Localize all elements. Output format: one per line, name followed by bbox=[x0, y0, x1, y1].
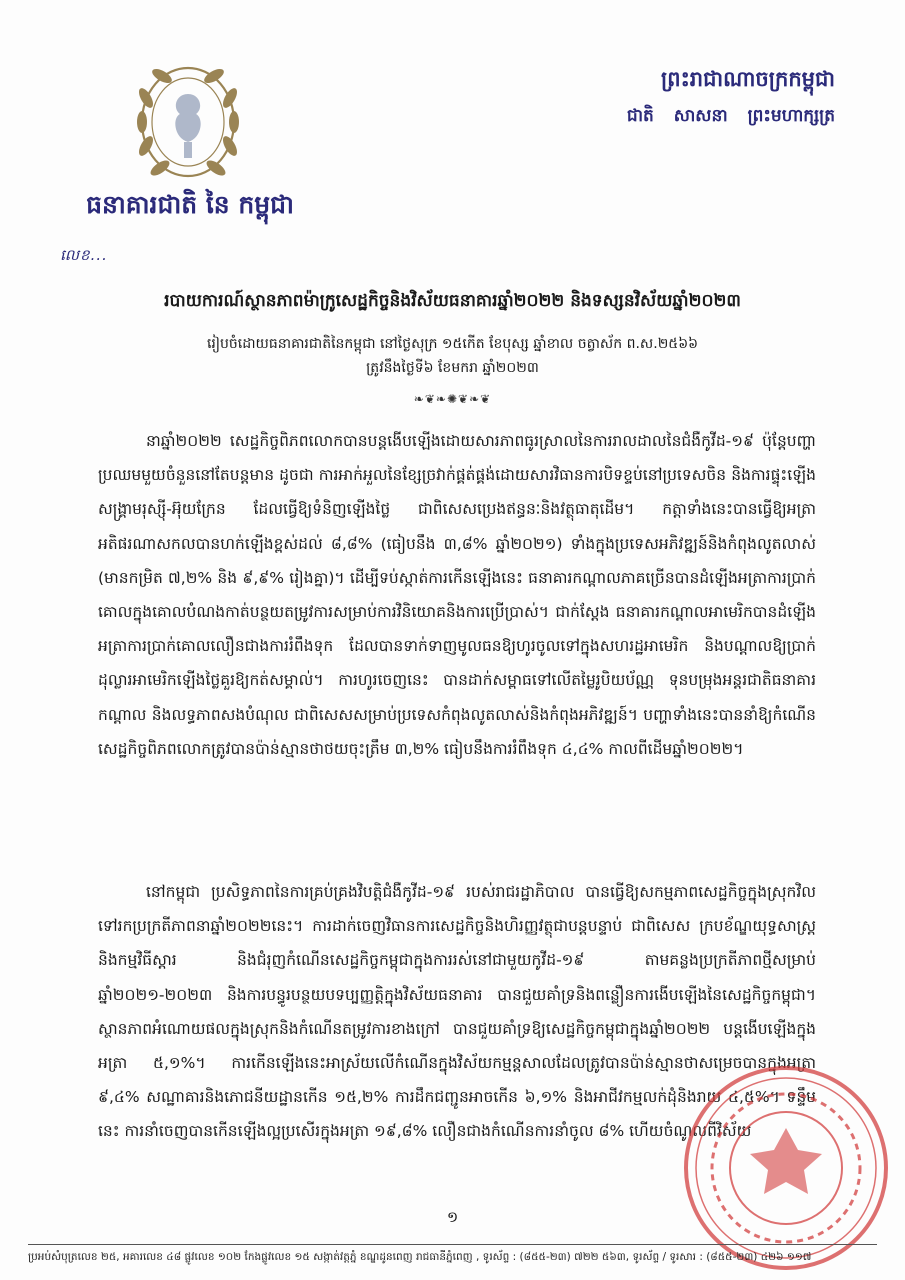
page-number: ១ bbox=[446, 1208, 459, 1226]
document-subtitle bbox=[0, 332, 905, 380]
kingdom-name: ព្រះរាជាណាចក្រកម្ពុជា bbox=[660, 66, 835, 91]
subtitle-line-2: ត្រូវនឹងថ្ងៃទី៦ ខែមករា ឆ្នាំ២០២៣ bbox=[366, 360, 539, 376]
footer-address: ប្រអប់សំបុត្រលេខ ២៥, អគារលេខ ៤៨ ផ្លូវលេខ ១០២ កែងផ្លូវលេខ ១៥ សង្កាត់វត្តភ្នំ ខណ្ឌដូនពេញ រាជធានីភ្នំពេញ , ទូរស័ព្ទ : (៨៥៥-២៣) ៧២២ ៥៦៣, ទូរស័ព្ទ / ទូរសារ : (៨៥៥-២៣) ៤២៦ ១១៧ bbox=[28, 1244, 877, 1271]
body-paragraph-2: នៅកម្ពុជា ប្រសិទ្ធភាពនៃការគ្រប់គ្រងវិបត្តិជំងឺកូវីដ-១៩ របស់រាជរដ្ឋាភិបាល បានធ្វើឱ្យសកម្មភាពសេដ្ឋកិច្ចក្នុងស្រុកវិលទៅរកប្រក្រតីភាពនាឆ្នាំ២០២២នេះ។ ការដាក់ចេញវិធានការសេដ្ឋកិច្ចនិងហិរញ្ញវត្ថុជាបន្តបន្ទាប់ ជាពិសេស ក្របខ័ណ្ឌយុទ្ធសាស្ត្រនិងកម្មវិធីស្តារ និងជំរុញកំណើនសេដ្ឋកិច្ចកម្ពុជាក្នុងការរស់នៅជាមួយកូវីដ-១៩ តាមគន្លងប្រក្រតីភាពថ្មីសម្រាប់ឆ្នាំ២០២១-២០២៣ និងការបន្ធូរបន្ថយបទប្បញ្ញត្តិក្នុងវិស័យធនាគារ បានជួយគាំទ្រនិងពន្លឿនការងើបឡើងនៃសេដ្ឋកិច្ចកម្ពុជា។ ស្ថានភាពអំណោយផលក្នុងស្រុកនិងកំណើនតម្រូវការខាងក្រៅ បានជួយគាំទ្រឱ្យសេដ្ឋកិច្ចកម្ពុជាក្នុងឆ្នាំ២០២២ បន្តងើបឡើងក្នុងអត្រា ៥,១%។ ការកើនឡើងនេះអាស្រ័យលើកំណើនក្នុងវិស័យកម្មន្តសាលដែលត្រូវបានប៉ាន់ស្មានថាសម្រេចបានក្នុងអត្រា ៩,៤% សណ្ឋាគារនិងភោជនីយដ្ឋានកើន ១៥,២% ការដឹកជញ្ជូនអាចកើន ៦,១% និងអាជីវកម្មលក់ដុំនិងរាយ ៤,៥%។ ទន្ទឹមនេះ ការនាំចេញបានកើនឡើងល្អប្រសើរក្នុងអត្រា ១៩,៨% លឿនជាងកំណើនការនាំចូល ៨% ហើយចំណូលពីវិស័យ bbox=[98, 883, 816, 1141]
subtitle-line-1: រៀបចំដោយធនាគារជាតិនៃកម្ពុជា នៅថ្ងៃសុក្រ ១៥កើត ខែបុស្ស ឆ្នាំខាល ចត្វាស័ក ព.ស.២៥៦៦ bbox=[206, 336, 699, 352]
ornament-divider: ❧❦❧✺❦❧❦ bbox=[413, 392, 492, 406]
kingdom-header bbox=[627, 66, 835, 130]
document-title: របាយការណ៍ស្ថានភាពម៉ាក្រូសេដ្ឋកិច្ចនិងវិស័យធនាគារឆ្នាំ២០២២ និងទស្សនវិស័យឆ្នាំ២០២៣ bbox=[164, 291, 741, 311]
reference-number: លេខ... bbox=[60, 246, 108, 264]
bank-name-heading: ធនាគារជាតិ នៃ កម្ពុជា bbox=[86, 190, 294, 219]
bank-emblem-logo bbox=[132, 58, 244, 186]
national-motto: ជាតិ សាសនា ព្រះមហាក្សត្រ bbox=[626, 106, 835, 126]
body-paragraph-1: នាឆ្នាំ២០២២ សេដ្ឋកិច្ចពិភពលោកបានបន្តងើបឡើងដោយសារភាពធូរស្រាលនៃការរាលដាលនៃជំងឺកូវីដ-១៩ ប៉ុន្តែបញ្ហាប្រឈមមួយចំនួននៅតែបន្តមាន ដូចជា ការអាក់អួលនៃខ្សែច្រវាក់ផ្គត់ផ្គង់ដោយសារវិធានការបិទខ្ទប់នៅប្រទេសចិន និងការផ្ទុះឡើងសង្គ្រាមរុស្ស៊ី-អ៊ុយក្រែន ដែលធ្វើឱ្យទំនិញឡើងថ្លៃ ជាពិសេសប្រេងឥន្ធនៈនិងវត្ថុធាតុដើម។ កត្តាទាំងនេះបានធ្វើឱ្យអត្រាអតិផរណាសកលបានហក់ឡើងខ្ពស់ដល់ ៨,៨% (ធៀបនឹង ៣,៨% ឆ្នាំ២០២១) ទាំងក្នុងប្រទេសអភិវឌ្ឍន៍និងកំពុងលូតលាស់ (មានកម្រិត ៧,២% និង ៩,៩% រៀងគ្នា)។ ដើម្បីទប់ស្កាត់ការកើនឡើងនេះ ធនាគារកណ្តាលភាគច្រើនបានដំឡើងអត្រាការប្រាក់គោលក្នុងគោលបំណងកាត់បន្ថយតម្រូវការសម្រាប់ការវិនិយោគនិងការប្រើប្រាស់។ ជាក់ស្តែង ធនាគារកណ្តាលអាមេរិកបានដំឡើងអត្រាការប្រាក់គោលលឿនជាងការរំពឹងទុក ដែលបានទាក់ទាញមូលធនឱ្យហូរចូលទៅក្នុងសហរដ្ឋអាមេរិក និងបណ្តាលឱ្យប្រាក់ដុល្លារអាមេរិកឡើងថ្លៃគួរឱ្យកត់សម្គាល់។ ការហូរចេញនេះ បានដាក់សម្ពាធទៅលើតម្លៃរូបិយប័ណ្ណ ទុនបម្រុងអន្តរជាតិធនាគារកណ្តាល និងលទ្ធភាពសងបំណុល ជាពិសេសសម្រាប់ប្រទេសកំពុងលូតលាស់និងកំពុងអភិវឌ្ឍន៍។ បញ្ហាទាំងនេះបាននាំឱ្យកំណើនសេដ្ឋកិច្ចពិភពលោកត្រូវបានប៉ាន់ស្មានថាថយចុះត្រឹម ៣,២% ធៀបនឹងការរំពឹងទុក ៤,៤% កាលពីដើមឆ្នាំ២០២២។ bbox=[98, 432, 816, 758]
